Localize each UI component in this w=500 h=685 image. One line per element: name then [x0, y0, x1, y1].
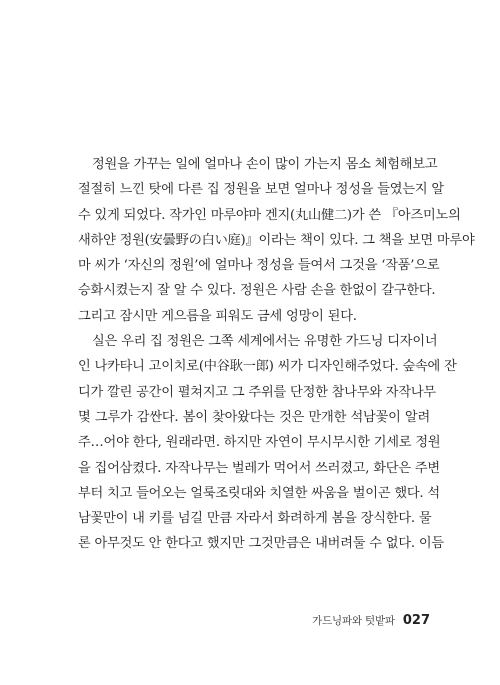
text-line: 을 집어삼켰다. 자작나무는 벌레가 먹어서 쓰러졌고, 화단은 주변 [78, 460, 440, 476]
running-head: 가드닝파와 텃밭파 [312, 615, 395, 627]
text-line: 몇 그루가 감싼다. 봄이 찾아왔다는 것은 만개한 석남꽃이 알려 [78, 409, 430, 425]
page-number: 027 [402, 613, 430, 628]
text-line: 새하얀 정원(安曇野の白い庭)』이라는 책이 있다. 그 책을 보면 마루야 [78, 232, 475, 248]
text-line: 정원을 가꾸는 일에 얼마나 손이 많이 가는지 몸소 체험해보고 [92, 157, 438, 172]
text-line: 그리고 잠시만 게으름을 피워도 금세 엉망이 된다. [78, 308, 357, 324]
text-line: 수 있게 되었다. 작가인 마루야마 겐지(丸山健二)가 쓴 『아즈미노의 [78, 207, 461, 223]
text-line: 디가 깔린 공간이 펼쳐지고 그 주위를 단정한 참나무와 자작나무 [78, 384, 436, 400]
body-text [78, 152, 475, 557]
text-line: 승화시켰는지 잘 알 수 있다. 정원은 사람 손을 한없이 갈구한다. [78, 283, 436, 299]
text-line: 실은 우리 집 정원은 그쪽 세계에서는 유명한 가드닝 디자이너 [92, 334, 438, 350]
text-line: 론 아무것도 안 한다고 했지만 그것만큼은 내버려둘 수 없다. 이듬 [78, 536, 444, 552]
text-line: 부터 치고 들어오는 얼룩조릿대와 치열한 싸움을 벌이곤 했다. 석 [78, 485, 440, 501]
page-footer [312, 613, 430, 628]
text-line: 인 나카타니 고이치로(中谷耿一郎) 씨가 디자인해주었다. 숲속에 잔 [78, 359, 457, 375]
text-line: 마 씨가 ‘자신의 정원’에 얼마나 정성을 들여서 그것을 ‘작품’으로 [78, 258, 440, 274]
text-line: 주…어야 한다, 원래라면. 하지만 자연이 무시무시한 기세로 정원 [78, 435, 441, 451]
text-line: 남꽃만이 내 키를 넘길 만큼 자라서 화려하게 봄을 장식한다. 물 [78, 511, 432, 527]
text-line: 절절히 느낀 탓에 다른 집 정원을 보면 얼마나 정성을 들였는지 알 [78, 182, 444, 198]
